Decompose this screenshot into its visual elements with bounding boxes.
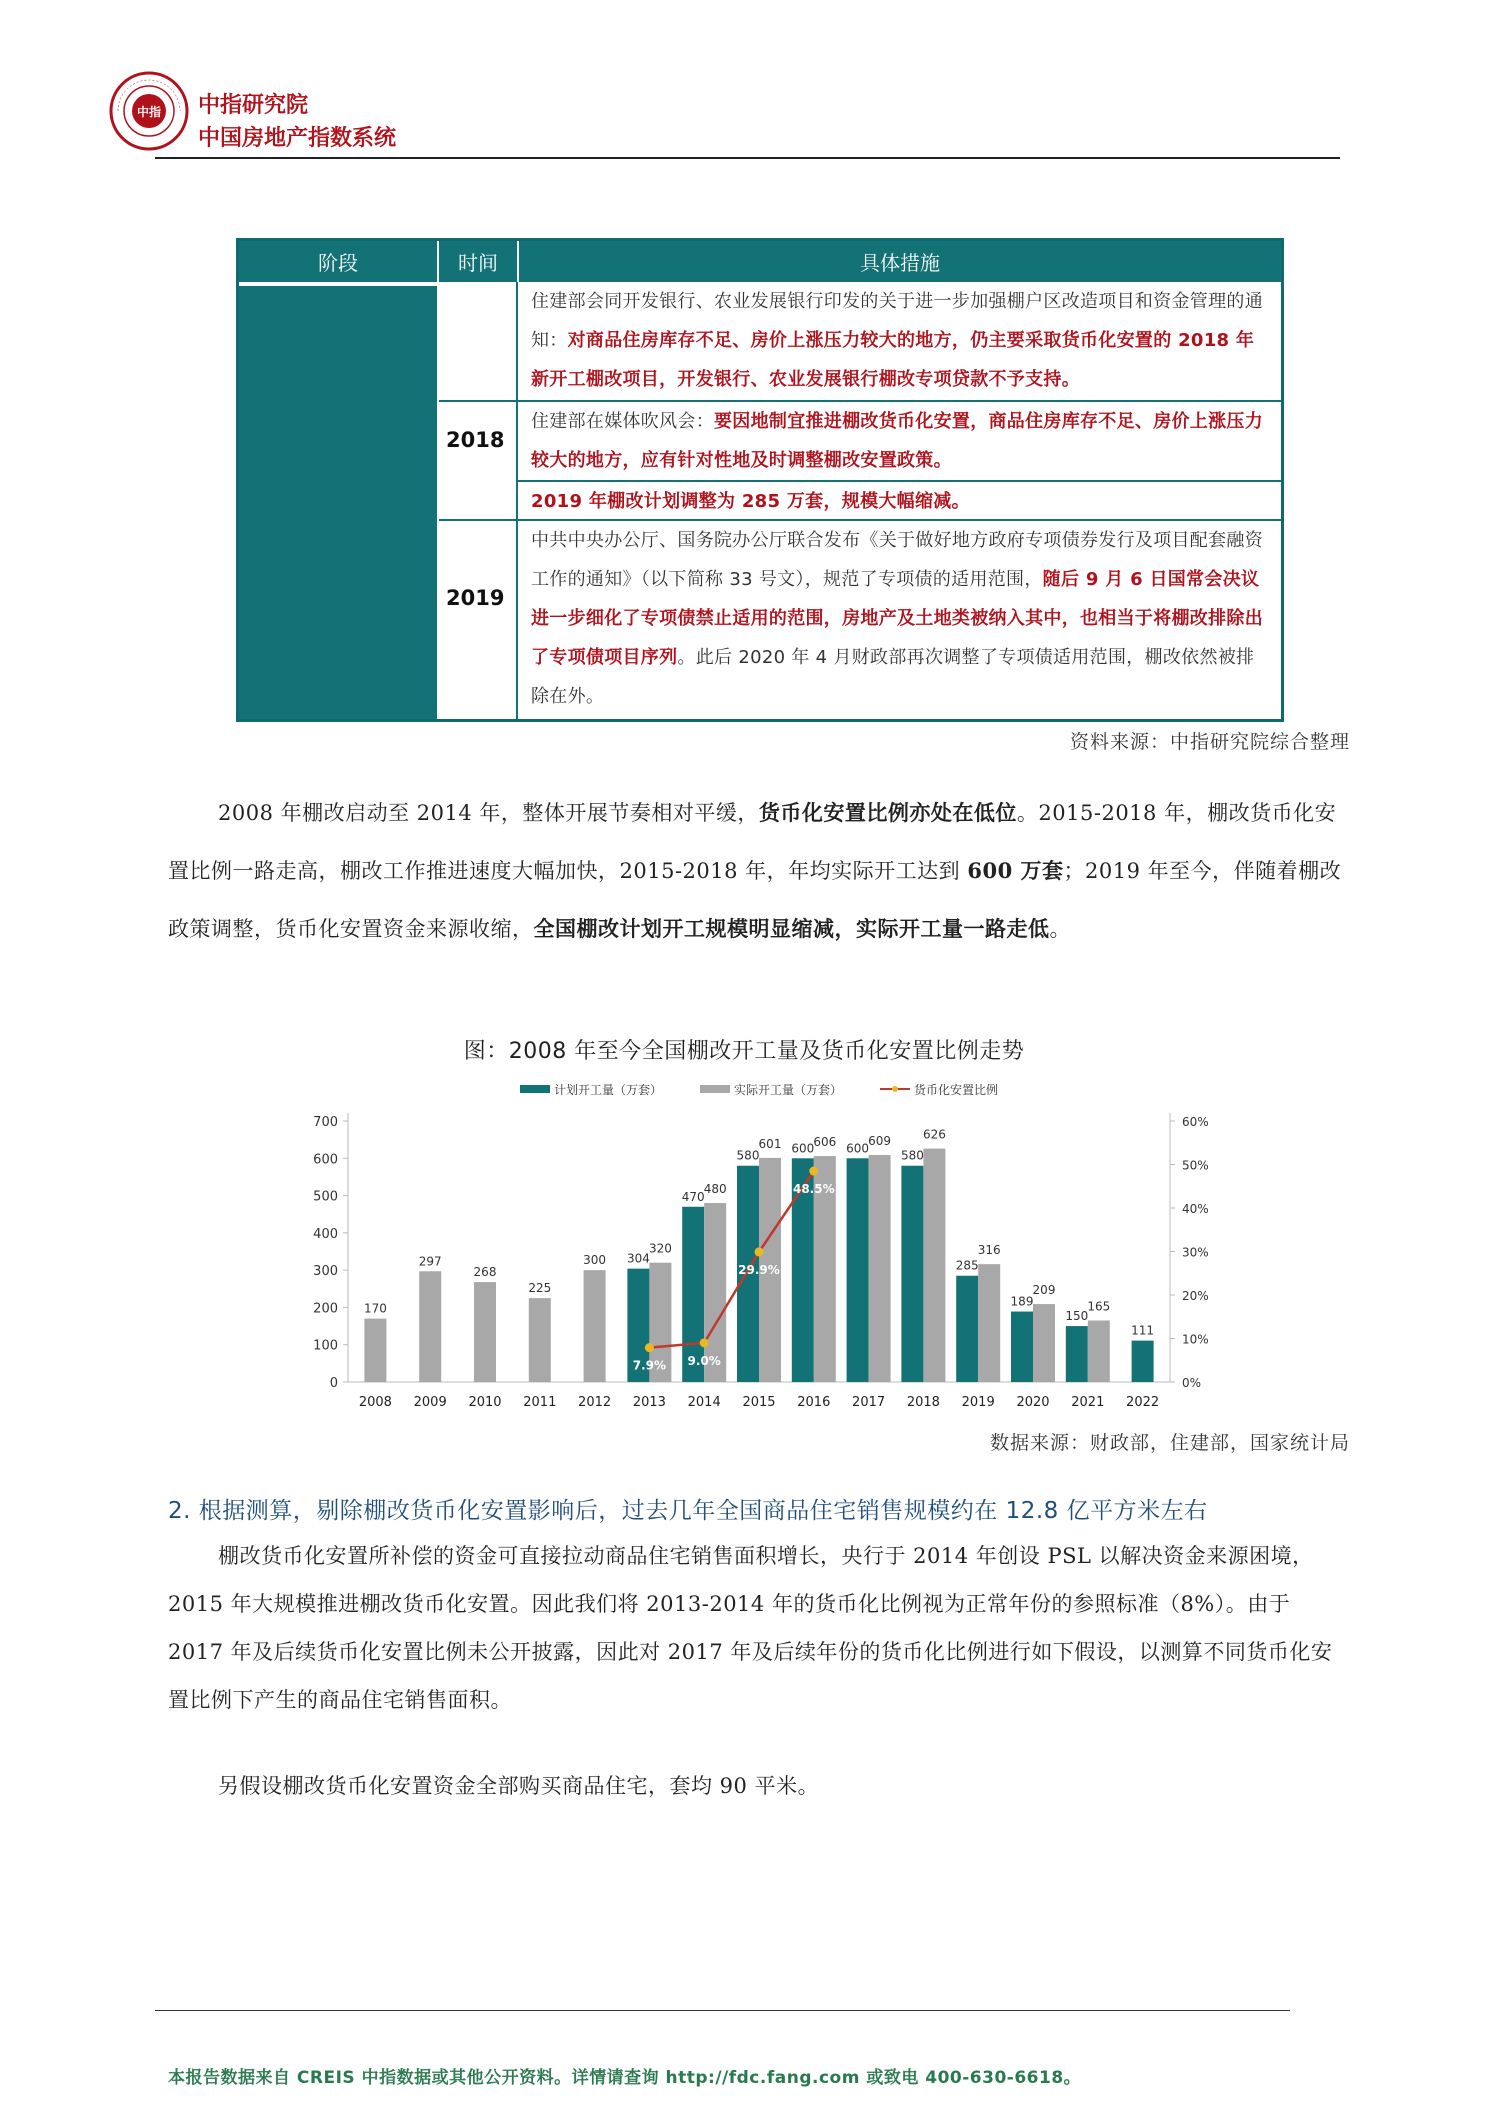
y-tick-label: 600 xyxy=(313,1152,338,1168)
ratio-point-2016 xyxy=(809,1167,818,1176)
bar-actual-2017 xyxy=(869,1155,891,1382)
ratio-point-2013 xyxy=(645,1343,654,1352)
ratio-line xyxy=(649,1171,813,1348)
y-tick-label: 400 xyxy=(313,1226,338,1242)
bar-actual-2018 xyxy=(923,1149,945,1382)
shantytown-chart xyxy=(300,1075,1310,1420)
bar-actual-label-2021: 165 xyxy=(1087,1299,1111,1314)
measure-row-1: 住建部会同开发银行、农业发展银行印发的关于进一步加强棚户区改造项目和资金管理的通知：对商品住房库存不足、房价上涨压力较大的地方，仍主要采取货币化安置的 2018 年新开工棚改项目，开发银行、农业发展银行棚改专项贷款不予支持。 xyxy=(531,291,1263,390)
bar-planned-2019 xyxy=(956,1276,978,1382)
x-tick-label: 2020 xyxy=(1016,1395,1050,1410)
y2-tick-label: 10% xyxy=(1182,1332,1209,1347)
bar-actual-label-2015: 601 xyxy=(758,1136,782,1151)
bar-actual-label-2011: 225 xyxy=(528,1281,552,1296)
y2-tick-label: 40% xyxy=(1182,1202,1209,1216)
bar-actual-2019 xyxy=(978,1264,1000,1382)
y2-tick-label: 0% xyxy=(1182,1376,1202,1390)
legend-swatch-1 xyxy=(700,1085,730,1093)
x-tick-label: 2016 xyxy=(797,1395,831,1410)
bar-actual-label-2009: 297 xyxy=(418,1254,442,1269)
legend-label-0: 计划开工量（万套） xyxy=(554,1083,663,1097)
bar-planned-label-2017: 600 xyxy=(846,1141,870,1156)
bar-actual-label-2012: 300 xyxy=(583,1253,607,1268)
ratio-label-2014: 9.0% xyxy=(687,1353,721,1368)
table-header-stage: 阶段 xyxy=(239,241,437,282)
y-tick-label: 300 xyxy=(313,1264,338,1280)
china-index-academy-logo xyxy=(108,70,190,152)
bar-actual-label-2018: 626 xyxy=(922,1127,946,1142)
x-tick-label: 2021 xyxy=(1071,1395,1105,1410)
bar-actual-2011 xyxy=(529,1298,551,1382)
bar-actual-label-2020: 209 xyxy=(1032,1283,1056,1298)
x-tick-label: 2019 xyxy=(961,1395,995,1410)
bar-actual-label-2008: 170 xyxy=(363,1301,387,1316)
bar-planned-2021 xyxy=(1066,1326,1088,1382)
ratio-label-2015: 29.9% xyxy=(738,1262,780,1277)
ratio-point-2014 xyxy=(700,1338,709,1347)
footer-divider xyxy=(155,2010,1290,2011)
x-tick-label: 2011 xyxy=(523,1395,557,1410)
svg-text:中指: 中指 xyxy=(136,105,162,119)
year-2019: 2019 xyxy=(446,586,505,610)
bar-actual-label-2014: 480 xyxy=(703,1182,727,1197)
bar-planned-label-2018: 580 xyxy=(900,1148,924,1163)
bar-actual-label-2010: 268 xyxy=(473,1265,497,1280)
bar-actual-label-2016: 606 xyxy=(813,1135,837,1150)
ratio-label-2013: 7.9% xyxy=(632,1358,667,1373)
bar-planned-label-2015: 580 xyxy=(736,1148,760,1163)
section-2-heading: 2. 根据测算，剔除棚改货币化安置影响后，过去几年全国商品住宅销售规模约在 12.8 亿平方米左右 xyxy=(168,1498,1208,1524)
bar-actual-2010 xyxy=(474,1282,496,1382)
bar-planned-2017 xyxy=(847,1158,869,1382)
legend-label-2: 货币化安置比例 xyxy=(914,1083,999,1097)
bar-planned-2020 xyxy=(1011,1312,1033,1382)
x-tick-label: 2015 xyxy=(742,1395,776,1410)
x-tick-label: 2010 xyxy=(468,1395,502,1410)
bar-planned-label-2016: 600 xyxy=(791,1141,815,1156)
legend-swatch-0 xyxy=(520,1085,550,1093)
ratio-label-2016: 48.5% xyxy=(792,1182,835,1197)
y-tick-label: 500 xyxy=(313,1189,338,1205)
year-2018: 2018 xyxy=(446,428,505,452)
brand-name: 中指研究院 xyxy=(198,93,309,118)
bar-actual-2012 xyxy=(584,1270,606,1382)
table-header-time: 时间 xyxy=(439,241,517,282)
bar-planned-label-2022: 111 xyxy=(1131,1323,1155,1338)
legend-label-1: 实际开工量（万套） xyxy=(734,1083,843,1097)
bar-actual-label-2019: 316 xyxy=(977,1243,1001,1258)
x-tick-label: 2013 xyxy=(632,1395,666,1410)
x-tick-label: 2012 xyxy=(578,1395,612,1410)
legend-swatch-marker xyxy=(892,1086,898,1092)
section-2-paragraph-2: 另假设棚改货币化安置资金全部购买商品住宅，套均 90 平米。 xyxy=(218,1774,820,1798)
chart-source: 数据来源：财政部，住建部，国家统计局 xyxy=(989,1432,1350,1454)
bar-planned-2022 xyxy=(1132,1341,1154,1382)
y-tick-label: 100 xyxy=(313,1338,338,1354)
paragraph-shantytown-trend: 2008 年棚改启动至 2014 年，整体开展节奏相对平缓，货币化安置比例亦处在低位。2015-2018 年，棚改货币化安置比例一路走高，棚改工作推进速度大幅加快，2015-2018 年，年均实际开工达到 600 万套；2019 年至今，伴随着棚改政策调整，货币化安置资金来源收缩，全国棚改计划开工规模明显缩减，实际开工量一路走低。 xyxy=(168,800,1342,941)
x-tick-label: 2018 xyxy=(906,1395,940,1410)
policy-measures-table xyxy=(236,238,1284,722)
x-tick-label: 2009 xyxy=(413,1395,447,1410)
x-tick-label: 2022 xyxy=(1126,1395,1160,1410)
stage-column xyxy=(239,241,437,719)
header-divider xyxy=(155,157,1340,159)
x-tick-label: 2017 xyxy=(852,1395,886,1410)
measure-row-2: 住建部在媒体吹风会：要因地制宜推进棚改货币化安置，商品住房库存不足、房价上涨压力较大的地方，应有针对性地及时调整棚改安置政策。 xyxy=(531,411,1263,471)
bar-planned-2018 xyxy=(901,1166,923,1382)
x-tick-label: 2014 xyxy=(687,1395,721,1410)
y-tick-label: 700 xyxy=(313,1115,338,1130)
bar-planned-label-2013: 304 xyxy=(626,1251,650,1266)
bar-planned-label-2020: 189 xyxy=(1010,1294,1034,1309)
ratio-point-2015 xyxy=(755,1247,764,1256)
y-tick-label: 200 xyxy=(313,1301,338,1317)
bar-actual-2021 xyxy=(1088,1320,1110,1382)
bar-actual-2009 xyxy=(419,1271,441,1382)
section-2-paragraph-1: 棚改货币化安置所补偿的资金可直接拉动商品住宅销售面积增长，央行于 2014 年创设 PSL 以解决资金来源困境，2015 年大规模推进棚改货币化安置。因此我们将 2013-2014 年的货币化比例视为正常年份的参照标准（8%）。由于 2017 年及后续货币化安置比例未公开披露，因此对 2017 年及后续年份的货币化比例进行如下假设，以测算不同货币化安置比例下产生的商品住宅销售面积。 xyxy=(168,1544,1333,1712)
bar-actual-label-2013: 320 xyxy=(648,1241,672,1256)
y2-tick-label: 20% xyxy=(1182,1289,1209,1303)
y2-tick-label: 60% xyxy=(1182,1115,1209,1129)
bar-actual-label-2017: 609 xyxy=(868,1133,892,1148)
measure-row-3: 2019 年棚改计划调整为 285 万套，规模大幅缩减。 xyxy=(531,491,970,512)
footer-note: 本报告数据来自 CREIS 中指数据或其他公开资料。详情请查询 http://fdc.fang.com 或致电 400-630-6618。 xyxy=(168,2068,1082,2088)
chart-title: 图：2008 年至今全国棚改开工量及货币化安置比例走势 xyxy=(463,1039,1025,1064)
bar-planned-label-2014: 470 xyxy=(681,1189,705,1204)
brand-subtitle: 中国房地产指数系统 xyxy=(198,126,397,151)
table-source: 资料来源：中指研究院综合整理 xyxy=(1069,731,1350,753)
x-tick-label: 2008 xyxy=(358,1395,392,1410)
y-tick-label: 0 xyxy=(329,1376,338,1391)
bar-planned-label-2019: 285 xyxy=(955,1258,979,1273)
measure-row-4: 中共中央办公厅、国务院办公厅联合发布《关于做好地方政府专项债券发行及项目配套融资工作的通知》（以下简称 33 号文），规范了专项债的适用范围，随后 9 月 6 日国常会决议进一步细化了专项债禁止适用的范围，房地产及土地类被纳入其中，也相当于将棚改排除出了专项债项目序列。此后 2020 年 4 月财政部再次调整了专项债适用范围，棚改依然被排除在外。 xyxy=(531,530,1263,707)
bar-planned-label-2021: 150 xyxy=(1065,1309,1089,1324)
bar-actual-2008 xyxy=(364,1319,386,1382)
y2-tick-label: 30% xyxy=(1182,1245,1209,1260)
y2-tick-label: 50% xyxy=(1182,1158,1209,1173)
bar-actual-2020 xyxy=(1033,1304,1055,1382)
table-header-measures: 具体措施 xyxy=(519,241,1281,282)
